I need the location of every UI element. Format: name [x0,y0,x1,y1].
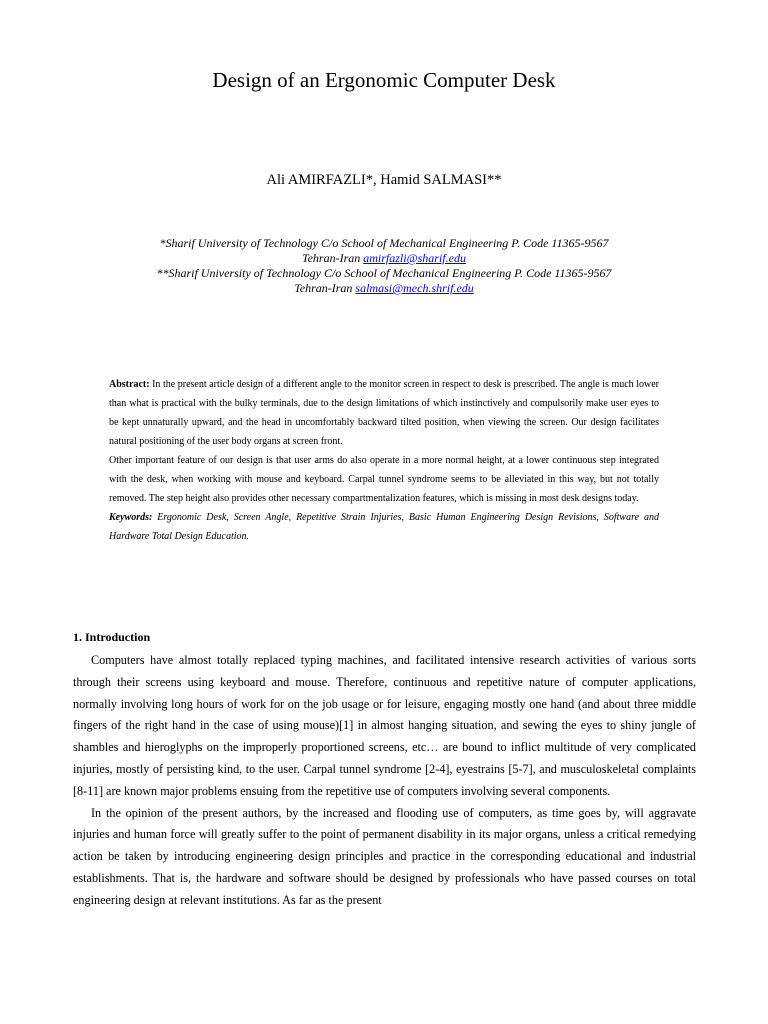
affiliation-location: Tehran-Iran [294,281,356,295]
affiliation-line [0,251,768,266]
email-link[interactable]: amirfazli@sharif.edu [363,251,466,265]
abstract-text: In the present article design of a different angle to the monitor screen in respect to desk is prescribed. The angle is much lower than what is practical with the bulky terminals, due to the design limitations of which instinctively and compulsorily make user eyes to be kept unnaturally upward, and the head in uncomfortably backward tilted position, when viewing the screen. Our design facilitates natural positioning of the user body organs at screen front. [109,379,659,447]
affiliation-location: Tehran-Iran [302,251,364,265]
affiliation-text: *Sharif University of Technology C/o School of Mechanical Engineering P. Code 11365-9567 [159,236,609,250]
affiliation-line [0,266,768,281]
body-paragraph: In the opinion of the present authors, by the increased and flooding use of computers, as time goes by, will aggravate injuries and human force will greatly suffer to the point of permanent disability in its major organs, unless a critical remedying action be taken by introducing engineering design principles and practice in the corresponding educational and industrial establishments. That is, the hardware and software should be designed by professionals who have passed courses on total engineering design at relevant institutions. As far as the present [73,805,696,907]
abstract-paragraph: Other important feature of our design is that user arms do also operate in a more normal height, at a lower continuous step integrated with the desk, when working with mouse and keyboard. Carpal tunnel syndrome seems to be alleviated in this way, but not totally removed. The step height also provides other necessary compartmentalization features, which is missing in most desk designs today. [109,455,659,504]
affiliation-line [0,236,768,251]
author-list: Ali AMIRFAZLI*, Hamid SALMASI** [266,172,502,188]
keywords [109,508,659,546]
abstract-paragraph [109,375,659,451]
affiliations [0,236,768,296]
affiliation-text: **Sharif University of Technology C/o School of Mechanical Engineering P. Code 11365-9567 [156,266,612,280]
affiliation-line [0,281,768,296]
abstract [109,375,659,546]
email-link[interactable]: salmasi@mech.shrif.edu [355,281,474,295]
paper-title: Design of an Ergonomic Computer Desk [212,68,556,92]
abstract-label: Abstract: [109,379,150,390]
section-heading: 1. Introduction [73,630,151,644]
section-body [73,650,696,912]
keywords-text: Ergonomic Desk, Screen Angle, Repetitive Strain Injuries, Basic Human Engineering Design Revisions, Software and Hardware Total Design Education. [109,512,659,542]
body-paragraph: Computers have almost totally replaced typing machines, and facilitated intensive research activities of various sorts through their screens using keyboard and mouse. Therefore, continuous and repetitive nature of computer applications, normally involving long hours of work for on the job usage or for leisure, engaging mostly one hand (and about three middle fingers of the right hand in the case of using mouse)[1] in almost hanging situation, and sewing the eyes to shiny jungle of shambles and hieroglyphs on the improperly proportioned screens, etc… are bound to inflict multitude of very complicated injuries, mostly of persisting kind, to the user. Carpal tunnel syndrome [2-4], eyestrains [5-7], and musculoskeletal complaints [8-11] are known major problems ensuing from the repetitive use of computers involving several components. [73,653,696,798]
keywords-label: Keywords: [109,512,153,523]
